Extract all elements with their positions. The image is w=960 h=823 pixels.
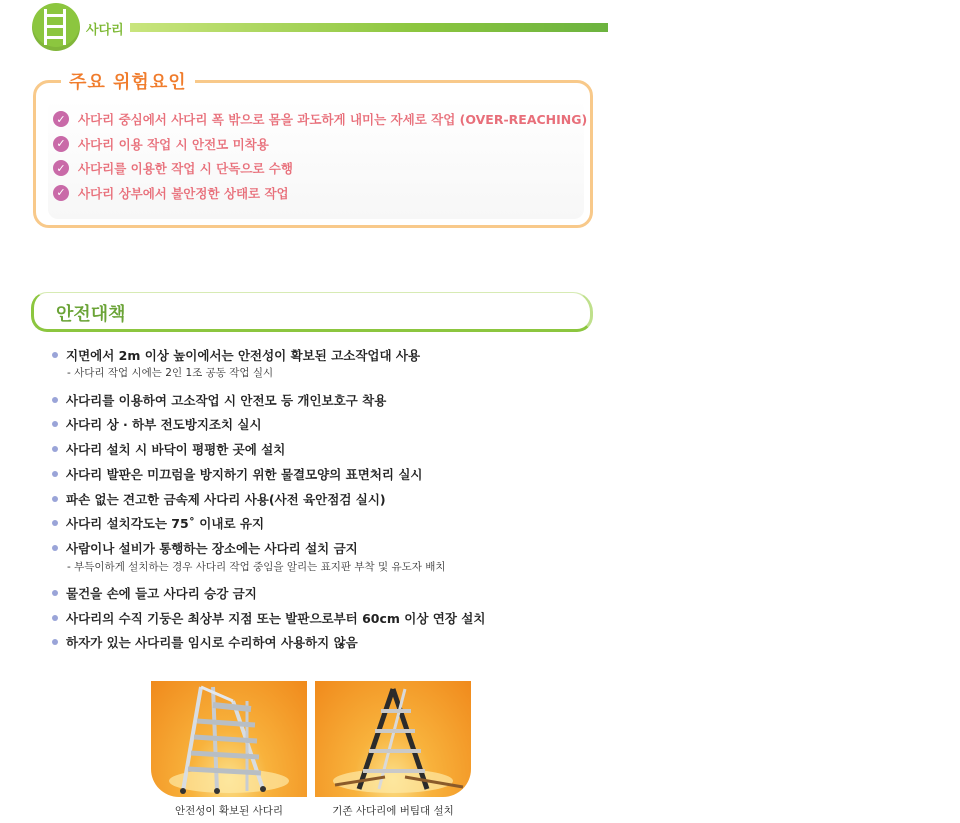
list-item: 파손 없는 견고한 금속제 사다리 사용(사전 육안점검 실시): [52, 490, 386, 508]
hazards-list: [53, 107, 587, 205]
hazard-item: ✓ 사다리 중심에서 사다리 폭 밖으로 몸을 과도하게 내미는 자세로 작업 (OVER-REACHING): [53, 107, 587, 132]
safety-title: 안전대책: [56, 304, 126, 325]
check-icon: ✓: [53, 111, 69, 127]
list-item-note: - 사다리 작업 시에는 2인 1조 공동 작업 실시: [67, 367, 274, 379]
check-icon: ✓: [53, 136, 69, 152]
bullet-icon: [52, 615, 58, 621]
hazard-item: ✓ 사다리 이용 작업 시 안전모 미착용: [53, 132, 587, 157]
list-item: 사다리의 수직 기둥은 최상부 지점 또는 발판으로부터 60cm 이상 연장 설치: [52, 609, 485, 627]
list-item: 사람이나 설비가 통행하는 장소에는 사다리 설치 금지: [52, 539, 358, 557]
photo-caption: 안전성이 확보된 사다리: [174, 805, 284, 817]
bullet-icon: [52, 446, 58, 452]
bullet-icon: [52, 639, 58, 645]
check-icon: ✓: [53, 185, 69, 201]
safe-ladder-photo: [151, 681, 307, 797]
bullet-icon: [52, 496, 58, 502]
section-title: 사다리: [86, 23, 124, 38]
list-item: 사다리를 이용하여 고소작업 시 안전모 등 개인보호구 착용: [52, 391, 386, 409]
list-item: 사다리 설치 시 바닥이 평평한 곳에 설치: [52, 440, 285, 458]
bullet-icon: [52, 590, 58, 596]
bullet-icon: [52, 421, 58, 427]
hazards-title: 주요 위험요인: [69, 72, 187, 93]
braced-ladder-photo: [315, 681, 471, 797]
ladder-icon: [32, 3, 80, 51]
bullet-icon: [52, 471, 58, 477]
list-item: 사다리 설치각도는 75˚ 이내로 유지: [52, 514, 264, 532]
photo-caption: 기존 사다리에 버팀대 설치: [332, 805, 454, 817]
bullet-icon: [52, 545, 58, 551]
list-item-note: - 부득이하게 설치하는 경우 사다리 작업 중임을 알리는 표지판 부착 및 유도자 배치: [67, 561, 446, 573]
list-item: 사다리 발판은 미끄럼을 방지하기 위한 물결모양의 표면처리 실시: [52, 465, 423, 483]
hazard-item: ✓ 사다리를 이용한 작업 시 단독으로 수행: [53, 156, 587, 181]
bullet-icon: [52, 352, 58, 358]
list-item: 물건을 손에 들고 사다리 승강 금지: [52, 584, 257, 602]
hazard-item: ✓ 사다리 상부에서 불안정한 상태로 작업: [53, 181, 587, 206]
list-item: 하자가 있는 사다리를 임시로 수리하여 사용하지 않음: [52, 633, 358, 651]
list-item: 사다리 상 · 하부 전도방지조치 실시: [52, 415, 262, 433]
bullet-icon: [52, 520, 58, 526]
title-divider: [130, 23, 608, 32]
bullet-icon: [52, 397, 58, 403]
list-item: 지면에서 2m 이상 높이에서는 안전성이 확보된 고소작업대 사용: [52, 346, 420, 364]
check-icon: ✓: [53, 160, 69, 176]
